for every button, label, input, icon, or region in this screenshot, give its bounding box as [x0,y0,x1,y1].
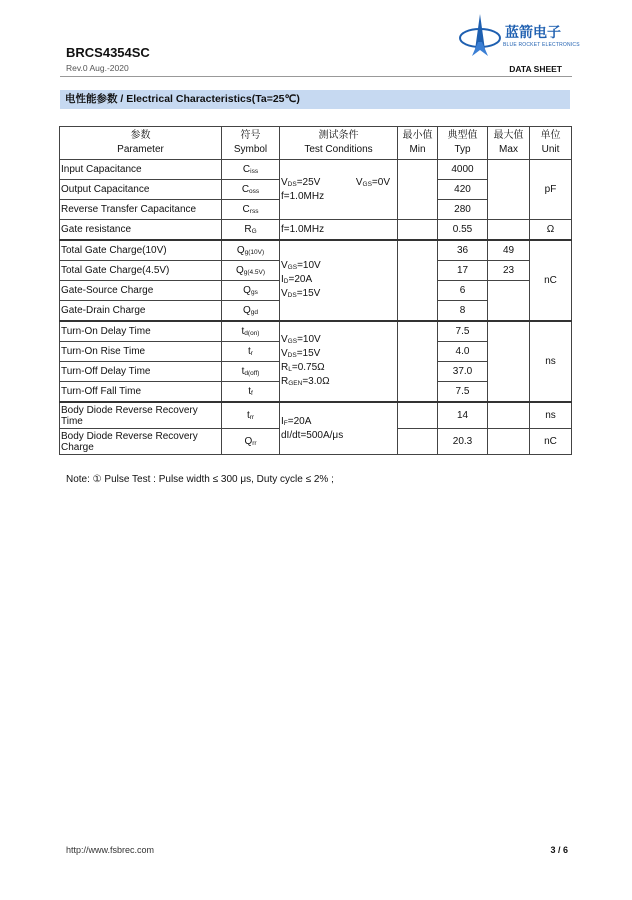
symbol-cell: $t_r$ [222,342,280,362]
symbol-cell: $Q_{gs}$ [222,281,280,301]
param-cell: Total Gate Charge(4.5V) [60,261,222,281]
typ-cell: 6 [438,281,488,301]
symbol-cell: $t_{d(off)}$ [222,362,280,382]
header-max: 最大值 Max [488,127,530,160]
typ-cell: 420 [438,180,488,200]
min-cell [398,429,438,455]
max-cell [488,160,530,220]
cond-cell: f=1.0MHz [280,220,398,241]
symbol-cell: $C_{iss}$ [222,160,280,180]
min-cell [398,402,438,429]
electrical-characteristics-table [59,126,572,455]
header-min: 最小值 Min [398,127,438,160]
symbol-cell: $Q_{g(4.5V)}$ [222,261,280,281]
typ-cell: 20.3 [438,429,488,455]
table-header-row [60,127,572,160]
header-unit: 单位 Unit [530,127,572,160]
table-row [60,321,572,342]
typ-cell: 8 [438,301,488,322]
switch-conditions-cell: $V_{GS}=10V$ $V_{DS}=15V$ $R_L=0.75\Omega$ $R_{GEN}=3.0\Omega$ [280,321,398,402]
max-cell: 23 [488,261,530,281]
symbol-cell: $Q_{rr}$ [222,429,280,455]
param-cell: Body Diode Reverse Recovery Charge [60,429,222,455]
symbol-cell: $t_{rr}$ [222,402,280,429]
charge-conditions-cell: $V_{GS}=10V$ $I_D=20A$ $V_{DS}=15V$ [280,240,398,321]
param-cell: Gate resistance [60,220,222,241]
pulse-test-note: Note: ① Pulse Test : Pulse width ≤ 300 μs, Duty cycle ≤ 2% ; [66,474,334,485]
logo-chinese: 蓝箭电子 [505,25,561,41]
param-cell: Reverse Transfer Capacitance [60,200,222,220]
symbol-cell: $R_G$ [222,220,280,241]
part-number: BRCS4354SC [66,45,150,60]
symbol-cell: $t_f$ [222,382,280,403]
typ-cell: 0.55 [438,220,488,241]
cap-conditions-cell: $V_{DS}=25V$ $V_{GS}=0V$ f=1.0MHz [280,160,398,220]
typ-cell: 14 [438,402,488,429]
symbol-cell: $C_{oss}$ [222,180,280,200]
typ-cell: 36 [438,240,488,261]
revision: Rev.0 Aug.-2020 [66,63,129,73]
unit-cell: ns [530,321,572,402]
section-title: 电性能参数 / Electrical Characteristics(Ta=25℃) [65,93,300,105]
min-cell [398,160,438,220]
min-cell [398,321,438,402]
header-typ: 典型值 Typ [438,127,488,160]
table-row [60,402,572,429]
max-cell [488,281,530,322]
typ-cell: 280 [438,200,488,220]
typ-cell: 4000 [438,160,488,180]
header-divider [60,76,572,77]
typ-cell: 4.0 [438,342,488,362]
typ-cell: 7.5 [438,321,488,342]
unit-cell: pF [530,160,572,220]
table-row [60,160,572,180]
unit-cell: nC [530,429,572,455]
param-cell: Gate-Source Charge [60,281,222,301]
unit-cell: nC [530,240,572,321]
table-row [60,220,572,241]
diode-conditions-cell: $I_F=20A$ dI/dt=500A/μs [280,402,398,455]
param-cell: Total Gate Charge(10V) [60,240,222,261]
max-cell: 49 [488,240,530,261]
param-cell: Turn-On Rise Time [60,342,222,362]
max-cell [488,220,530,241]
param-cell: Turn-On Delay Time [60,321,222,342]
section-title-bar [60,90,570,109]
param-cell: Turn-Off Fall Time [60,382,222,403]
min-cell [398,240,438,321]
symbol-cell: $Q_{g(10V)}$ [222,240,280,261]
typ-cell: 7.5 [438,382,488,403]
max-cell [488,321,530,402]
param-cell: Output Capacitance [60,180,222,200]
page-number: 3 / 6 [550,845,568,855]
unit-cell: ns [530,402,572,429]
symbol-cell: $Q_{gd}$ [222,301,280,322]
typ-cell: 17 [438,261,488,281]
max-cell [488,402,530,429]
doc-type: DATA SHEET [509,64,562,74]
param-cell: Input Capacitance [60,160,222,180]
max-cell [488,429,530,455]
logo-english: BLUE ROCKET ELECTRONICS [503,42,580,48]
table-row [60,240,572,261]
typ-cell: 37.0 [438,362,488,382]
header-symbol: 符号 Symbol [222,127,280,160]
header-parameter: 参数 Parameter [60,127,222,160]
param-cell: Gate-Drain Charge [60,301,222,322]
symbol-cell: $C_{rss}$ [222,200,280,220]
website-link[interactable]: http://www.fsbrec.com [66,845,155,855]
min-cell [398,220,438,241]
symbol-cell: $t_{d(on)}$ [222,321,280,342]
param-cell: Turn-Off Delay Time [60,362,222,382]
unit-cell: Ω [530,220,572,241]
param-cell: Body Diode Reverse Recovery Time [60,402,222,429]
header-test-conditions: 测试条件 Test Conditions [280,127,398,160]
